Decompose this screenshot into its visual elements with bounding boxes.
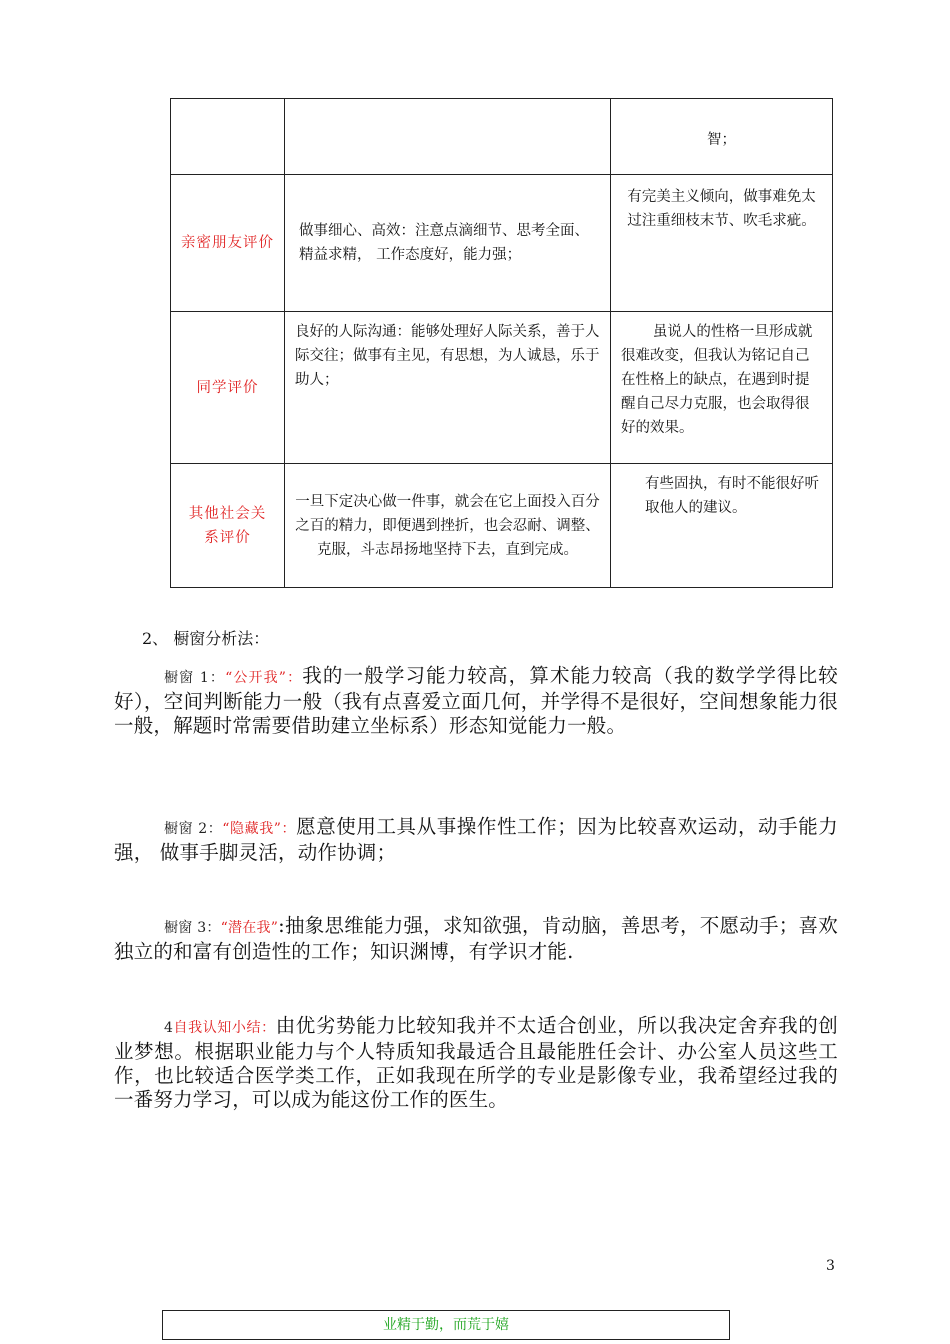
window-2-text: 愿意使用工具从事操作性工作；因为比较喜欢运动，动手能力强， 做事手脚灵活，动作协调； — [114, 815, 839, 864]
weakness-cell: 有些固执，有时不能很好听取他人的建议。 — [611, 464, 833, 588]
row-label — [171, 99, 285, 175]
row-label: 同学评价 — [171, 312, 285, 464]
row-label: 亲密朋友评价 — [171, 175, 285, 312]
weakness-cell: 虽说人的性格一旦形成就很难改变，但我认为铭记自己在性格上的缺点，在遇到时提醒自己尽力克服，也会取得很好的效果。 — [611, 312, 833, 464]
section-heading: 2、 橱窗分析法： — [142, 629, 270, 648]
footer-motto: 业精于勤，而荒于嬉 — [162, 1310, 730, 1340]
window-2-prefix: 橱窗 2： — [164, 821, 223, 837]
strength-cell — [285, 99, 611, 175]
window-3-prefix: 橱窗 3： — [164, 920, 221, 936]
strength-cell: 良好的人际沟通：能够处理好人际关系，善于人际交往；做事有主见，有思想，为人诚恳，乐于助人； — [285, 312, 611, 464]
weakness-cell: 智； — [611, 99, 833, 175]
window-2-paragraph — [114, 815, 838, 865]
strength-cell: 做事细心、高效：注意点滴细节、思考全面、精益求精， 工作态度好，能力强； — [285, 175, 611, 312]
window-1-prefix: 橱窗 1： — [164, 670, 226, 686]
window-1-paragraph — [114, 664, 838, 738]
window-3-tag: “潜在我” — [220, 920, 279, 936]
summary-tag: 自我认知小结： — [173, 1020, 276, 1036]
weakness-cell: 有完美主义倾向，做事难免太过注重细枝末节、吹毛求疵。 — [611, 175, 833, 312]
strength-cell: 一旦下定决心做一件事，就会在它上面投入百分之百的精力，即便遇到挫折，也会忍耐、调整、克服，斗志昂扬地坚持下去，直到完成。 — [285, 464, 611, 588]
table-row — [171, 99, 833, 175]
summary-prefix: 4 — [164, 1020, 174, 1036]
page-number: 3 — [826, 1258, 835, 1274]
summary-paragraph — [114, 1014, 838, 1112]
window-1-tag: “公开我”： — [225, 670, 303, 686]
window-3-text: :抽象思维能力强，求知欲强，肯动脑，善思考，不愿动手；喜欢独立的和富有创造性的工作；知识渊博，有学识才能. — [114, 914, 838, 963]
window-2-tag: “隐藏我”： — [222, 821, 297, 837]
window-1-text: 我的一般学习能力较高，算术能力较高（我的数学学得比较好），空间判断能力一般（我有点喜爱立面几何，并学得不是很好，空间想象能力很一般，解题时常需要借助建立坐标系）形态知觉能力一般。 — [114, 664, 839, 737]
table-row — [171, 312, 833, 464]
evaluation-table — [170, 98, 833, 588]
summary-text: 由优劣势能力比较知我并不太适合创业，所以我决定舍弃我的创业梦想。根据职业能力与个人特质知我最适合且最能胜任会计、办公室人员这些工作，也比较适合医学类工作，正如我现在所学的专业是影像专业，我希望经过我的一番努力学习，可以成为能这份工作的医生。 — [114, 1014, 838, 1111]
window-3-paragraph — [114, 914, 838, 964]
table-row — [171, 175, 833, 312]
table-row — [171, 464, 833, 588]
row-label: 其他社会关系评价 — [171, 464, 285, 588]
